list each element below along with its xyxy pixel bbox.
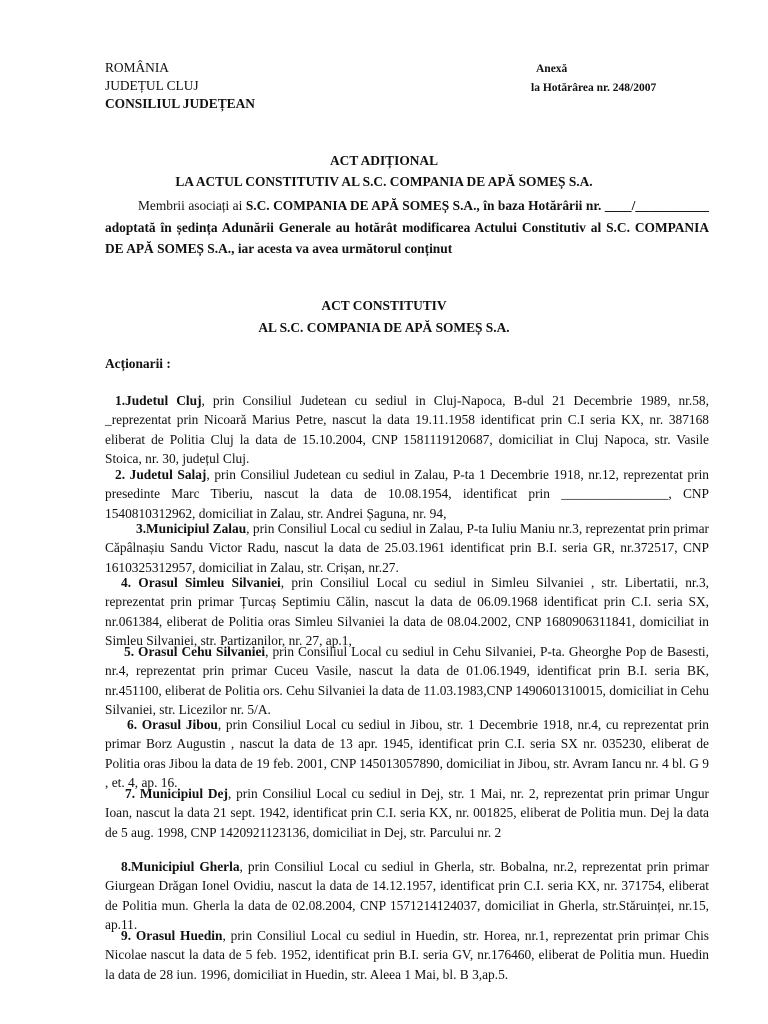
shareholder-name: 8.Municipiul Gherla <box>121 859 240 874</box>
shareholder-details: , prin Consiliul Local cu sediul in Simleu Silvaniei , str. Libertatii, nr.3, reprezentat prin primar Țurcaș Septimiu Călin, nascut la data de 06.09.1968 identificat prin C.I. seria SX, nr.061384, eliberat de Politia oras Simleu Silvaniei la data de 08.04.2002, CNP 1680906311841, domiciliat in Simleu Silvaniei, str. Partizanilor, nr. 27, ap.1, <box>105 575 710 649</box>
document-title: ACT ADIȚIONAL <box>329 153 439 168</box>
shareholder-details: , prin Consiliul Local cu sediul in Huedin, str. Horea, nr.1, reprezentat prin primar Chis Nicolae nascut la data de 5 feb. 1952, identificat prin B.I. seria GV, nr.176460, eliberat de Politia mun. Huedin la data de 28 iun. 1996, domiciliat in Huedin, str. Aleea 1 Mai, bl. B 3,ap.5. <box>105 928 710 982</box>
annex-header <box>531 60 656 98</box>
shareholders-heading: Acționarii : <box>105 356 171 371</box>
shareholder-details: , prin Consiliul Local cu sediul in Cehu Silvaniei, P-ta. Gheorghe Pop de Basesti, nr.4, reprezentat prin primar Cuceu Vasile, nascut la data de 01.06.1949, identificat prin B.I. seria BK, nr.451100, eliberat de Politia ors. Cehu Silvaniei la data de 11.03.1983,CNP 1490601310015, domiciliat in Cehu Silvaniei, str. Licezilor nr. 5/A. <box>105 644 709 718</box>
council-line: CONSILIUL JUDEȚEAN <box>105 96 255 111</box>
shareholder-name: 3.Municipiul Zalau <box>136 521 247 536</box>
shareholder-entry <box>105 784 709 842</box>
intro-body: S.C. COMPANIA DE APĂ SOMEȘ S.A., în baza Hotărârii nr. ____/___________ adoptată în ședința Adunării Generale au hotărât modificarea Actului Constitutiv al S.C. COMPANIA DE APĂ SOMEȘ S.A., iar acesta va avea următorul conținut <box>105 198 709 256</box>
intro-paragraph <box>105 195 709 260</box>
shareholder-name: 1.Judetul Cluj <box>115 393 202 408</box>
shareholder-entry <box>105 857 709 935</box>
shareholder-name: 9. Orasul Huedin <box>121 928 223 943</box>
shareholder-name: 5. Orasul Cehu Silvaniei <box>124 644 266 659</box>
shareholder-entry <box>105 519 709 577</box>
shareholder-name: 4. Orasul Simleu Silvaniei <box>121 575 281 590</box>
country-line: ROMÂNIA <box>105 60 169 75</box>
shareholder-entry <box>105 926 709 984</box>
shareholder-entry <box>105 642 709 720</box>
shareholder-details: , prin Consiliul Judetean cu sediul in Cluj-Napoca, B-dul 21 Decembrie 1989, nr.58, _reprezentat prin Nicoară Marius Petre, nascut la data 19.11.1958 identificat prin C.I seria KX, nr. 387168 eliberat de Politia Cluj la data de 15.10.2004, CNP 1581119120687, domiciliat in Cluj Napoca, str. Vasile Stoica, nr. 30, județul Cluj. <box>105 393 709 467</box>
issuer-header <box>105 59 255 113</box>
county-line: JUDEȚUL CLUJ <box>105 78 199 93</box>
shareholder-entry <box>105 465 709 523</box>
shareholder-details: , prin Consiliul Judetean cu sediul in Zalau, P-ta 1 Decembrie 1918, nr.12, reprezentat prin presedinte Marc Tiberiu, nascut la data de 10.08.1954, identificat prin ________________, CNP 1540810312962, domiciliat in Zalau, str. Andrei Șaguna, nr. 94, <box>105 467 709 521</box>
shareholder-entry <box>105 391 709 469</box>
document-subtitle: LA ACTUL CONSTITUTIV AL S.C. COMPANIA DE APĂ SOMEȘ S.A. <box>175 174 593 189</box>
shareholder-name: 2. Judetul Salaj <box>115 467 207 482</box>
shareholder-details: , prin Consiliul Local cu sediul in Zalau, P-ta Iuliu Maniu nr.3, reprezentat prin primar Căpâlnașiu Sandu Victor Radu, nascut la data de 25.03.1961 identificat prin B.I. seria GR, nr.372517, CNP 1610325312957, domiciliat in Zalau, str. Crișan, nr.27. <box>105 521 709 575</box>
shareholder-details: , prin Consiliul Local cu sediul in Gherla, str. Bobalna, nr.2, reprezentat prin primar Giurgean Drăgan Ionel Ovidiu, nascut la data de 14.12.1957, identificat prin C.I. seria KX, nr. 371754, eliberat de Politia mun. Gherla la data de 02.08.2004, CNP 1571214124037, domiciliat in Gherla, str.Stăruinței, nr.15, ap.11. <box>105 859 709 933</box>
decision-reference: la Hotărârea nr. 248/2007 <box>531 82 657 94</box>
shareholder-entry <box>105 715 709 793</box>
shareholder-details: , prin Consiliul Local cu sediul in Jibou, str. 1 Decembrie 1918, nr.4, cu reprezentat prin primar Borz Augustin , nascut la data de 13 apr. 1945, identificat prin C.I. seria SX nr. 035230, eliberat de Politia oras Jibou la data de 19 feb. 2001, CNP 145013057890, domiciliat in Jibou, str. Avram Iancu nr. 4 bl. G 9 , et. 4, ap. 16. <box>105 717 709 791</box>
annex-label: Anexă <box>536 63 568 75</box>
section-subtitle: AL S.C. COMPANIA DE APĂ SOMEȘ S.A. <box>258 320 510 335</box>
shareholder-name: 6. Orasul Jibou <box>127 717 218 732</box>
section-title: ACT CONSTITUTIV <box>321 298 447 313</box>
shareholder-name: 7. Municipiul Dej <box>125 786 228 801</box>
shareholder-entry <box>105 573 709 651</box>
intro-lead: Membrii asociați ai <box>138 198 246 213</box>
shareholder-details: , prin Consiliul Local cu sediul in Dej, str. 1 Mai, nr. 2, reprezentat prin primar Ungur Ioan, nascut la data 21 sept. 1942, identificat prin C.I. seria KX, nr. 001825, eliberat de Politia mun. Dej la data de 5 aug. 1998, CNP 1420921123136, domiciliat in Dej, str. Parcului nr. 2 <box>105 786 709 840</box>
